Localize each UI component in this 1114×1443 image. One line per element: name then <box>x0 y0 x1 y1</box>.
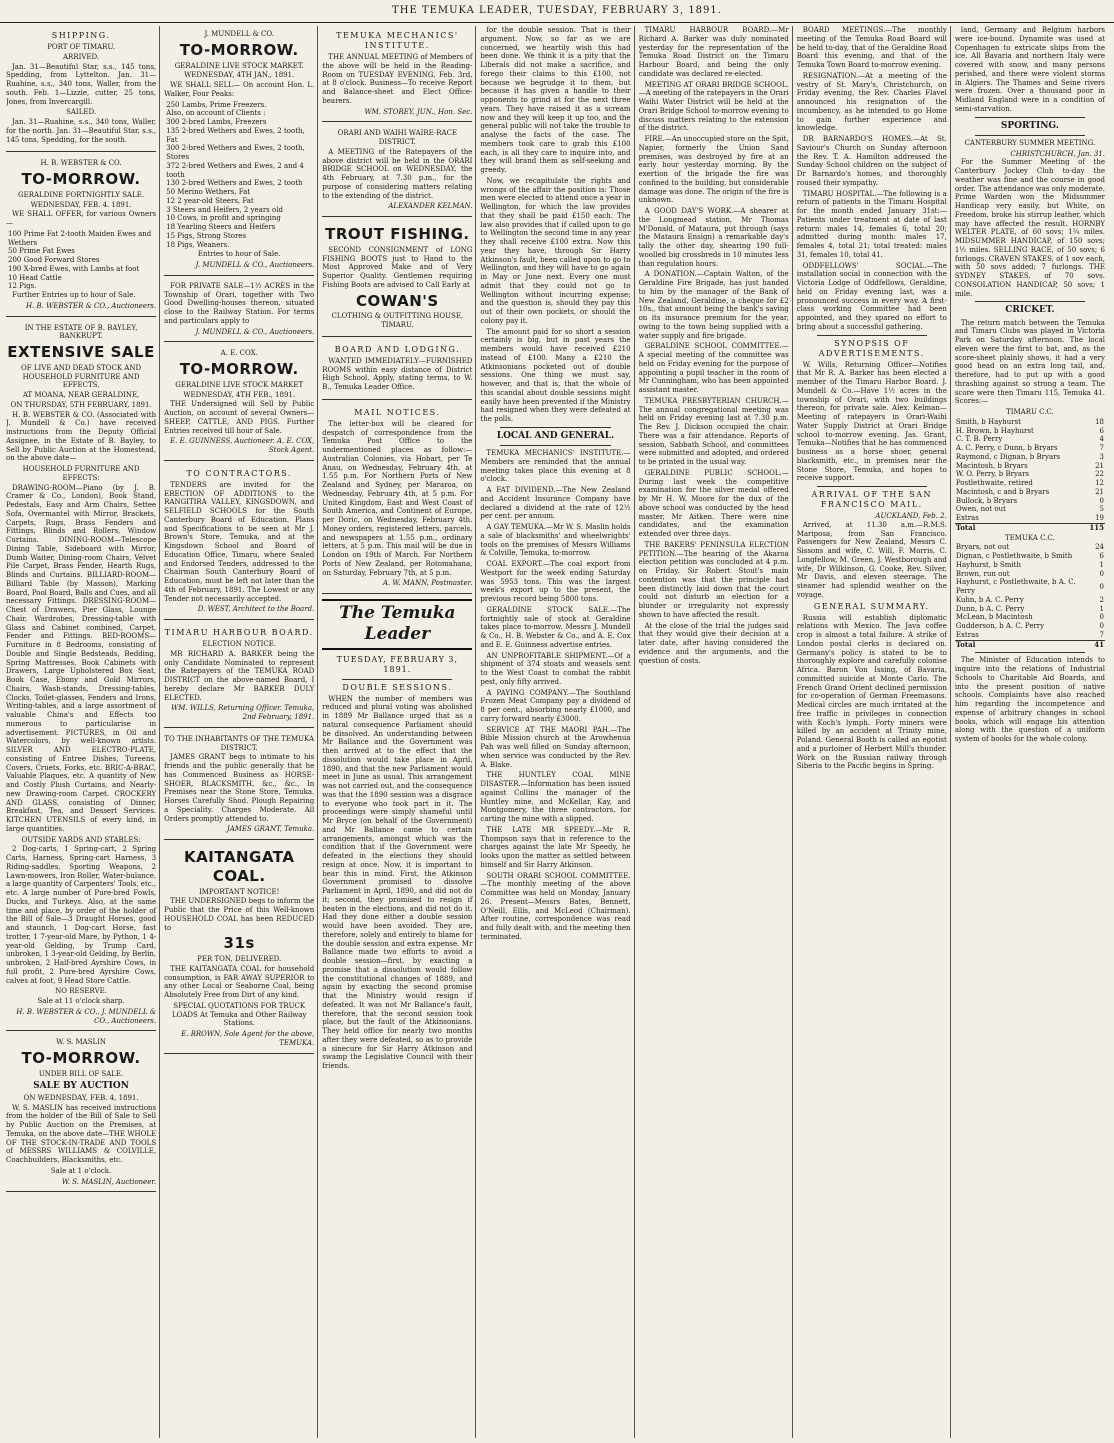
maslin-date: ON WEDNESDAY, FEB. 4, 1891. <box>23 1093 139 1102</box>
coal-price: 31s <box>223 934 255 953</box>
column-7 <box>955 26 1108 1438</box>
contractors-title: TO CONTRACTORS. <box>186 468 292 478</box>
synopsis-body: W. Wills, Returning Officer—Notifies that Mr R. A. Barker has been elected a member of the Timaru Harbor Board. J. Mundell & Co.—Have 1½ acres in the township of Orari, with two buildings thereon, for private sale. Alex. Kelman—Meeting of ratepayers in Orari-Waihi Water Supply District at Orari Bridge school to-morrow evening. Jas. Grant, Temuka—Notifies that he has commenced business as a horse shoer, general blacksmith, etc., in premises near the Stone Store, Temuka, and hopes to receive support. <box>796 360 947 483</box>
ad-date: WEDNESDAY, FEB. 4. 1891. <box>30 200 132 209</box>
batsman: Raymond, c Dignan, b Bryars <box>955 452 1061 461</box>
list-item: 130 2-bred Wethers and Ewes, 2 tooth <box>166 179 303 188</box>
batsman: Bullock, b Bryars <box>955 496 1018 505</box>
divider <box>817 335 927 336</box>
column-4 <box>480 26 634 1438</box>
list-item: 18 Yearling Steers and Heifers <box>166 223 276 231</box>
list-item: 15 Pigs, Strong Stores <box>166 231 247 240</box>
estate-title: IN THE ESTATE OF B. BAYLEY, BANKRUPT. <box>24 323 138 341</box>
household-body: DRAWING-ROOM—Piano (by J. B. Cramer & Co., London), Book Stand, Pedestals, Easy and Arm Chairs, Settee Sofa, Overmantel with Mirror, Brackets, Carpets, Rugs, Brass Fenders and Fittings, Blinds and Rollers, Window Curtains. DINING-ROOM—Telescope Dining Table, Sideboard with Mirror, Dumb Waiter, Dining-room Chairs, Velvet Pile Carpet, Brass Fender, Hearth Rugs, Blinds and Curtains. BILLIARD-ROOM—Billiard Table (by Masson), Marking Board, Pool Board, Balls and Cues, and all necessary Fittings. DRESSING-ROOM—Chest of Drawers, Pier Glass, Lounge Chair, Wardrobes, Dressing-table with Glass and Cabinet combined, Carpet, Fender and Fittings. BED-ROOMS—Furniture in 8 Bedrooms, consisting of Double and Single Bedsteads, Bedding, Spring Mattresses, Book Cabinets with Drawers, Large Upholstered Box Seat, Book Case, Ebony and Gold Mirrors, Chairs, Wash-stands, Dressing-tables, Clocks, Toilet-glasses, Fenders and Irons, Writing-tables, and a large assortment of valuable China's and Effects too numerous to particularise in advertisement. PICTURES, in Oil and Watercolors, by well-known artists. SILVER AND ELECTRO-PLATE, consisting of Entree Dishes, Tureens, Covers, Cruets, Forks, etc. BRIC-A-BRAC, Valuable Plaques, etc. A quantity of New and Costly Plush Curtains, and Nearly-new Drawing-room Carpet. CROCKERY AND GLASS, consisting of Dinner, Breakfast, Tea, and Dessert Services. KITCHEN UTENSILS of every kind, in large quantities. <box>6 483 157 833</box>
batsman: Bryars, not out <box>955 543 1010 552</box>
mail-notices <box>322 403 472 594</box>
trout-title: TROUT FISHING. <box>325 225 470 243</box>
grant-signature: JAMES GRANT, Temuka. <box>226 825 315 834</box>
local-item: THE BAKERS' PENINSULA ELECTION PETITION.—The hearing of the Akaroa election petition was concluded at 4 p.m. on Friday. Sir Robert Stout's main contention was that the principle had been distinctly laid down that the court could not disturb an election for a blunder or irregularity not expressly shown to have affected the result. <box>638 540 789 619</box>
local-item: BOARD MEETINGS.—The monthly meeting of the Temuka Road Board will be held to-day, that of the Geraldine Road Board this evening, and that of the Temuka Town Board to-morrow evening. <box>796 26 947 69</box>
meeting-title: CANTERBURY SUMMER MEETING. <box>964 138 1096 147</box>
cowan-sub: CLOTHING & OUTFITTING HOUSE, TIMARU. <box>331 312 464 329</box>
total-runs: 115 <box>1089 522 1104 532</box>
local-item: TEMUKA PRESBYTERIAN CHURCH.—The annual congregational meeting was held on Friday evening last at 7.30 p.m. The Rev. J. Dickson occupied the chair. There was a fair attendance. Reports of session, Sabbath School, and committees were submitted and adopted, and ordered to be printed in the usual way. <box>638 396 789 466</box>
cricket-body: The return match between the Temuka and Timaru Clubs was played in Victoria Park on Saturday afternoon. The local eleven were the first to bat, and, as the score-sheet plainly shows, it had a very good head on an extra long tail, and, therefore, had to put up with a good thrashing against so strong a team. The score were then Timaru 115, Temuka 41. Scores:— <box>954 318 1105 406</box>
runs: 4 <box>1099 435 1104 444</box>
coal-signature: E. BROWN, Sole Agent for the above, TEMUKA. <box>181 1030 315 1047</box>
runs: 0 <box>1099 496 1104 505</box>
local-item: A GAY TEMUKA.—Mr W. S. Maslin holds a sale of blacksmiths' and wheelwrights' tools on the premises of Messrs Williams & Colville, Temuka, to-morrow. <box>480 523 631 558</box>
cox-signature: E. E. GUINNESS, Auctioneer. A. E. COX, Stock Agent. <box>170 437 315 454</box>
outside-heading: OUTSIDE YARDS AND STABLES: <box>21 835 141 844</box>
batsman: Brown, run out <box>955 569 1010 578</box>
coal-ad <box>164 843 314 1054</box>
coal-special: SPECIAL QUOTATIONS FOR TRUCK LOADS At Temuka and Other Railway Stations. <box>171 1001 307 1028</box>
batsman: Dignan, c Postlethwaite, b Smith <box>955 552 1073 560</box>
election-body: MR RICHARD A. BARKER being the only Candidate Nominated to represent the Ratepayers of the TEMUKA ROAD DISTRICT on the above-named Board, I hereby declare Mr BARKER DULY ELECTED. <box>164 649 315 702</box>
runs: 21 <box>1095 461 1104 470</box>
election-signature: WM. WILLS, Returning Officer. Temuka, 2nd February, 1891. <box>171 704 315 721</box>
household-heading: HOUSEHOLD FURNITURE AND EFFECTS: <box>22 465 140 482</box>
batsman: W. O. Perry, b Bryars <box>955 470 1030 479</box>
private-body: FOR PRIVATE SALE—1½ ACRES in the Township of Orari, together with Two Good Dwelling-houses thereon, situated close to the Railway Station. For terms and particulars apply to <box>164 281 315 325</box>
runs: 0 <box>1099 622 1104 630</box>
column-3 <box>322 26 476 1438</box>
maslin-tomorrow: TO-MORROW. <box>21 1049 141 1067</box>
local-item: RESIGNATION.—At a meeting of the vestry of St. Mary's, Christchurch, on Friday evening, the Rev. Charles Flavel announced his resignation of the incumbency, as he intended to go Home to gain further experience and knowledge. <box>796 71 947 133</box>
local-item: THE HUNTLEY COAL MINE DISASTER.—Information has been issued against Collins the manager of the Huntley mine, and McKellar, Kay, and Montgomery, the three contractors, for carting the mine with a slipped. <box>480 771 631 823</box>
mechanics-body: THE ANNUAL MEETING of Members of the above will be held in the Reading-Room on TUESDAY EVENING, Feb. 3rd, at 8 o'clock. Business—To receive Report and Balance-sheet and Elect Office-bearers. <box>322 53 473 105</box>
table-row <box>955 596 1105 605</box>
list-item: 100 Prime Fat 2-tooth Maiden Ewes and Wethers <box>8 229 152 247</box>
table-row <box>955 561 1105 570</box>
mail-signature: A. W. MANN, Postmaster. <box>382 579 473 588</box>
maslin-sale: SALE BY AUCTION <box>33 1080 129 1091</box>
maslin-firm: W. S. MASLIN <box>56 1038 107 1047</box>
runs: 0 <box>1099 613 1104 622</box>
list-item: Also, on account of Clients : <box>166 109 266 118</box>
runs: 3 <box>1099 452 1104 461</box>
temuka-scorecard <box>955 543 1105 649</box>
list-item: 190 X-bred Ewes, with Lambs at foot <box>8 264 140 273</box>
newspaper-logo: The Temuka Leader <box>322 599 472 650</box>
total-runs: 41 <box>1094 639 1104 649</box>
total-label: Total <box>955 639 976 649</box>
table-row <box>955 613 1105 622</box>
runs: 2 <box>1099 595 1104 604</box>
mundell-tomorrow: TO-MORROW. <box>179 40 299 59</box>
contractors-ad <box>164 464 314 620</box>
cox-firm: A. E. COX. <box>220 349 258 358</box>
general-continued: land, Germany and Belgium harbors were ice-bound. Dynamite was used at Copenhagen to extricate ships from the ice. All Bavaria and northern Italy were covered with snow, and many persons perished, and there were violent storms in Algiers. The Thames and Seine rivers were frozen. Over a thousand poor in Midland England were in a condition of semi-starvation. <box>954 26 1105 113</box>
coal-body-2: THE KAITANGATA COAL for household consumption, is FAR AWAY SUPERIOR to any other Local or Seaborne Coal, being Absolutely Free from Dirt of any kind. <box>164 964 315 999</box>
sporting-title: SPORTING. <box>1000 120 1059 131</box>
batsman: Gudderson, b A. C. Perry <box>955 622 1045 630</box>
local-item: A PAYING COMPANY.—The Southland Frozen Meat Company pay a dividend of 8 per cent., absorbing nearly £1000, and carry forward nearly £3000. <box>480 688 631 723</box>
list-item: 300 2-bred Lambs, Freezers <box>166 118 267 126</box>
harbour-title: TIMARU HARBOUR BOARD. <box>164 628 314 637</box>
ad-signature: H. B. WEBSTER & CO., Auctioneers. <box>25 301 157 310</box>
cricket-title: CRICKET. <box>1005 305 1055 316</box>
list-item: 372 2-bred Wethers and Ewes, 2 and 4 tooth <box>166 161 304 179</box>
meeting-body: For the Summer Meeting of the Canterbury Jockey Club to-day the weather was fine and the course in good order. The attendance was only moderate. Prime Warden won the Midsummer Handicap very easily, but White, on Freedom, broke his stirrup leather, which may have affected the result. HORNBY WELTER PLATE, of 60 sovs; 1¼ miles. MIDSUMMER HANDICAP, of 150 sovs; 1½ miles. SELLING RACE, of 50 sovs; 6 furlongs. CRAVEN STAKES, of 1 sov each, with 50 sovs added; 7 furlongs. THE SYDNEY STAKES, of 70 sovs. CONSOLATION HANDICAP, 50 sovs; 1 mile. <box>954 158 1105 298</box>
local-item: TIMARU HARBOUR BOARD.—Mr Richard A. Barker was duly nominated yesterday for the representation of the Temuka Road District on the Timaru Harbour Board, and being the only candidate was declared re-elected. <box>638 26 789 78</box>
ad-footer: Further Entries up to hour of Sale. <box>12 291 136 299</box>
batsman: Postlethwaite, retired <box>955 479 1033 487</box>
local-item: MEETING AT ORARI BRIDGE SCHOOL.—A meeting of the ratepayers in the Orari Waihi Water District will be held at the Orari Bridge School to-morrow evening to discuss matters relating to the extension of the district. <box>638 80 789 133</box>
sale-time: Sale at 11 o'clock sharp. <box>37 997 125 1005</box>
grant-title: TO THE INHABITANTS OF THE TEMUKA DISTRICT. <box>164 734 315 752</box>
maslin-body: W. S. MASLIN has received instructions from the holder of the Bill of Sale to Sell by Public Auction on the Premises, at Temuka, on the above date—THE WHOLE OF THE STOCK-IN-TRADE AND TOOLS of MESSRS WILLIAMS & COLVILLE, Coachbuilders, Blacksmiths, etc. <box>6 1103 157 1164</box>
trout-body: SECOND CONSIGNMENT of LONG FISHING BOOTS just to Hand to the Most Approved Make and of Very Superior Quality. Gentlemen requiring Fishing Boots are advised to Call Early at <box>322 245 473 289</box>
outside-body: 2 Dog-carts, 1 Spring-cart, 2 Spring Carts, Harness, Spring-cart Harness, 3 Riding-saddles, Sporting Weapons, 2 Lawn-mowers, Iron Roller, Water-bulance, a large quantity of Carpenters' Tools, etc., etc. A large number of Pure-bred Fowls, Ducks, and Turkeys. Also, at the same time and place, by order of the holder of the Bill of Sale—3 Draught Horses, good and staunch, 1 Dog-cart Horse, fast trotter, 1 7-year-old Mare, by Python, 1 4-year-old Gelding, by Trump Card, unbroken, 1 3-year-old Gelding, by Berlin, unbroken, 2 Half-bred Ayrshire Cows, in full profit, 2 Pure-bred Ayrshire Cows, calves at foot, 9 Head Store Cattle. <box>6 845 157 985</box>
table-row <box>955 444 1105 453</box>
runs: 6 <box>1099 552 1104 560</box>
election-title: ELECTION NOTICE. <box>202 640 277 648</box>
runs: 12 <box>1095 479 1104 487</box>
divider <box>500 427 610 428</box>
mail-body: The letter-box will be cleared for despatch of correspondence from the Temuka Post Office to the undermentioned places as follow:— Australian Colonies, via Hobart, per Te Anau, on Wednesday, February 4th, at 1.55 p.m. For Northern Ports of New Zealand and Sydney, per Mararoa, on Wednesday, February 4th, at 5 p.m. For United Kingdom, East and West Coast of South America, and Continent of Europe, per Doric, on Wednesday, February 4th. Money orders, registered letters, parcels, and newspapers at 1.55 p.m., ordinary letters, at 5 p.m. This mail will be due in London on 19th of March. For Northern Ports of New Zealand, per Rotomahana, on Saturday, February 7th, at 5 p.m. <box>322 419 473 577</box>
table-row <box>955 631 1105 640</box>
runs: 1 <box>1099 560 1104 569</box>
column-1 <box>6 26 160 1438</box>
cowan-name: COWAN'S <box>356 291 439 310</box>
divider <box>975 652 1085 653</box>
runs: 7 <box>1099 444 1104 452</box>
local-item: At the close of the trial the judges said that they would give their decision at a later date, after having considered the evidence and the arguments, and the question of costs. <box>638 621 789 665</box>
total-row <box>955 640 1105 649</box>
list-item: 12 2 year-old Steers, Fat <box>166 196 254 205</box>
runs: 6 <box>1099 426 1104 435</box>
ad-tomorrow: TO-MORROW. <box>21 170 141 188</box>
arrived-text: Jan. 31—Beautiful Star, s.s., 145 tons, Spedding, from Lyttelton. Jan. 31—Ruahine, s.s., 340 tons, Waller, from the south. Feb. 1—Lizzie, cutter, 25 tons, Jones, from Invercargill. <box>6 62 157 106</box>
private-sale-ad <box>164 279 314 343</box>
sailed-label: SAILED. <box>66 108 97 117</box>
cox-market-ad <box>164 345 314 461</box>
maslin-sub: UNDER BILL OF SALE. <box>38 1069 124 1078</box>
local-item: SERVICE AT THE MAORI PAH.—The Bible Mission church at the Arowhenua Pah was well filled on Sunday afternoon, when service was conducted by the Rev. A. Blake. <box>480 725 631 769</box>
issue-date: TUESDAY, FEBRUARY 3, 1891. <box>336 654 459 674</box>
mundell-intro: WE SHALL SELL— On account Hon. L. Walker, Four Peaks: <box>164 81 315 98</box>
shipping-title: SHIPPING. <box>51 31 111 40</box>
port-title: PORT OF TIMARU. <box>47 43 115 51</box>
coal-per: PER TON, DELIVERED. <box>197 955 282 963</box>
timaru-scorecard <box>955 418 1105 533</box>
column-5 <box>639 26 793 1438</box>
batsman: Macintosh, c and b Bryars <box>955 487 1050 496</box>
batsman: Hayhurst, b Smith <box>955 560 1021 569</box>
batsman: Macintosh, b Bryars <box>955 461 1028 470</box>
coal-body: THE UNDERSIGNED begs to inform the Public that the Price of this Well-known HOUSEHOLD COAL has been REDUCED to <box>164 897 315 932</box>
orari-title: ORARI AND WAIHI WAIRE-RACE DISTRICT. <box>337 129 458 146</box>
local-item: GERALDINE SCHOOL COMMITTEE.—A special meeting of the committee was held on Friday evening for the purpose of appointing a pupil teacher in the room of Mr Cunningham, who has been appointed assistant master. <box>638 342 789 394</box>
table-row <box>955 479 1105 488</box>
mechanics-title: TEMUKA MECHANICS' INSTITUTE. <box>336 31 459 50</box>
local-item: GERALDINE STOCK SALE.—The fortnightly sale of stock at Geraldine takes place to-morrow. Messrs J. Mundell & Co., H. B. Webster & Co., and A. E. Cox and E. E. Guinness advertise entries. <box>480 605 631 649</box>
table-row <box>955 418 1105 427</box>
maslin-signature: W. S. MASLIN, Auctioneer. <box>61 1177 157 1186</box>
mechanics-signature: WM. STOREY, JUN., Hon. Sec. <box>364 107 473 116</box>
general-body: Russia will establish diplomatic relations with Mexico. The Java coffee crop is almost a total failure. A strike of London postal clerks is declared on. Germany's policy is stated to be to thoroughly explore and carefully colonise Africa. Baron Von Issing, of Bavaria, committed suicide at Monte Carlo. The French Grand Orient declined permission for co-operation of German Freemasons. Medical circles are much irritated at the free traffic in privileges in connection with Koch's lymph. Forty miners were killed by an accident at Trinity mine, Poland. General Booth is called an egotist and a purloiner of Herbert Mill's thunder. Work on the Russian railway through Siberia to the Pacific begins in Spring. <box>796 613 947 771</box>
grant-body: JAMES GRANT begs to intimate to his friends and the public generally that he has Commenced Business as HORSE-SHOER, BLACKSMITH, &c., &c., In Premises near the Stone Store, Temuka. Horses Carefully Shod. Plough Repairing a Speciality. Charges Moderate. All Orders promptly attended to. <box>164 753 315 823</box>
cox-body: THE Undersigned will Sell by Public Auction, on account of several Owners—SHEEP, CATTLE, AND PIGS. Further Entries received till hour of Sale. <box>164 400 315 435</box>
batsman: Hayhurst, c Postlethwaite, b A. C. Perry <box>955 578 1076 595</box>
editorial-continued-2: Now, we recapitulate the rights and wrongs of the affair the position is: Those men were elected to attend once a year in Wellington, for which the law provides that they shall be paid £150 each. The law also provides that if called upon to go to Wellington the second time in any year they shall receive £100 extra. Now this year they have, through Sir Harry Atkinson's fault, been called upon to go to Wellington, and they will have to go again in May or June next. Every one must admit that they could not go to Wellington without incurring expense; and the question is, should they pay this out of their own pockets, or should the colony pay it. <box>480 176 631 325</box>
board-title: BOARD AND LODGING. <box>334 344 461 354</box>
local-item: A FAT DIVIDEND.—The New Zealand and Accident Insurance Company have declared a dividend at the rate of 12½ per cent. per annum. <box>480 486 631 521</box>
meeting-place: CHRISTCHURCH, Jan. 31. <box>1010 149 1105 158</box>
no-reserve: NO RESERVE. <box>55 987 107 996</box>
maslin-time: Sale at 1 o'clock. <box>50 1166 112 1175</box>
list-item: 10 Head Cattle <box>8 273 62 282</box>
minister-item: The Minister of Education intends to inquire into the relations of Industrial Schools to Charitable Aid Boards, and into the present position of native schools. Complaints have also reached him regarding the incompetence and expense of arbitrary changes in school books, which will engage his attention along with the question of a uniform system of books for the whole colony. <box>954 656 1105 743</box>
editorial-body: WHEN the number of members was reduced and plural voting was abolished in 1889 Mr Ballance urged that as a natural consequence Parliament should be dissolved. An understanding between Mr Ballance and the Government was then arrived at to the effect that the dissolution would take place in April, 1890, and that the new Parliament would meet in June as usual. This arrangement was not carried out, and the consequence was that the 1890 session was a disgrace to everyone who took part in it. The proceedings were simply shameful until Mr Bryce (on behalf of the Government) and Mr Ballance came to certain arrangements, amongst which was the condition that if the Government were defeated in the elections they should resign at once. Now, it is important to bear this in mind. First, the Atkinson Government promised to dissolve Parliament in April, 1890, and did not do it; second, they promised to resign if beaten in the elections, and did not do it. Had they done either a double session would have been avoided. They are, therefore, solely and entirely to blame for the double session and extra expense. Mr Ballance made two efforts to avoid a double session—first, by exacting a promise that a dissolution would follow the constitutional changes of 1889, and again by exacting the second promise that the Ministry would resign if defeated. It was not Mr Ballance's fault, therefore, that the second session took place, but the fault of the Atkinsonians. They held office for nearly two months after they were defeated, so as to provide a sinecure for Sir Harry Atkinson and swamp the Legislative Council with their friends. <box>322 694 473 1070</box>
arrived-label: ARRIVED. <box>63 52 100 61</box>
mundell-date: WEDNESDAY, 4TH JAN., 1891. <box>184 71 295 80</box>
table-row <box>955 514 1105 523</box>
list-item: 50 Prime Fat Ewes <box>8 247 75 256</box>
divider <box>975 117 1085 118</box>
coal-notice: IMPORTANT NOTICE! <box>198 887 280 896</box>
local-item: TEMUKA MECHANICS' INSTITUTE.—Members are reminded that the annual meeting takes place this evening at 8 o'clock. <box>480 449 631 484</box>
runs: 24 <box>1095 543 1104 552</box>
list-item: 3 Steers and Heifers, 2 years old <box>166 205 283 214</box>
runs: 21 <box>1095 487 1104 496</box>
table-row <box>955 462 1105 471</box>
table-row <box>955 543 1105 552</box>
mundell-signature: J. MUNDELL & CO., Auctioneers. <box>195 261 315 269</box>
table-row <box>955 552 1105 561</box>
runs: 22 <box>1095 470 1104 479</box>
batsman: Owen, not out <box>955 505 1006 514</box>
private-signature: J. MUNDELL & CO., Auctioneers. <box>195 327 315 336</box>
contractors-signature: D. WEST, Architect to the Board. <box>197 605 315 614</box>
temuka-label: TEMUKA C.C. <box>1005 533 1055 542</box>
list-item: 50 Merino Wethers, Fat <box>166 188 251 196</box>
divider <box>500 445 610 446</box>
total-row <box>955 523 1105 532</box>
board-body: WANTED IMMEDIATELY—FURNISHED ROOMS within easy distance of District High School. Apply, stating terms, to W. B., Temuka Leader Office. <box>322 356 473 391</box>
batsman: Extras <box>955 630 979 639</box>
local-item: A GOOD DAY'S WORK.—A shearer at the Longmead station, Mr Thomas M'Donald, of Mataura, put through (says the Mataura Ensign) a remarkable day's tally the other day, shearing 190 full-woolled big crossbreds in 10 minutes less than regulation hours. <box>638 207 789 268</box>
batsman: Smith, b Hayhurst <box>955 417 1021 426</box>
orari-ad <box>322 125 472 217</box>
table-row <box>955 470 1105 479</box>
divider <box>975 301 1085 302</box>
sf-mail-body: Arrived, at 11.30 a.m.—R.M.S. Mariposa, from San Francisco. Passengers for New Zealand, Messrs C. Sissons and wife, C. Will, F. Morris, C. Longfellow, M. Green, J. Westborough and wife, Dr Wilkinson, G. Cooke, Rev. Silver, Mr Davis, and eleven steerage. The steamer had splendid weather on the voyage. <box>796 520 947 599</box>
mechanics-ad <box>322 26 472 122</box>
table-row <box>955 497 1105 506</box>
list-item: 200 Good Forward Stores <box>8 256 100 264</box>
divider <box>975 135 1085 136</box>
table-row <box>955 505 1105 514</box>
editorial-continued-3: The amount paid for so short a session certainly is big, but in past years the members would have received £210 instead of £100. Many a £210 the Atkinsonians pocketed out of double sessions. One thing we must say, however, and that is, that the whole of this scandal about double sessions might easily have been prevented if the Ministry had resigned when they were defeated at the polls. <box>480 327 631 423</box>
cox-title: GERALDINE LIVE STOCK MARKET <box>175 380 304 389</box>
editorial-continued-1: for the double session. That is their argument. Now, so far as we are concerned, we heartily wish this had been done. We think it is a pity that the Liberals did not make a sacrifice, and forego their claims to this £100, not because we begrudge it to them, but because it has given a handle to their opponents to grind at for the next three years. They have raised it as a scream now and they will keep it up too, and the general public will not take the trouble to analyse the facts of the case. The members took care to grab this £100 each, is all they care to inquire into, and they will brand them as self-seeking and greedy. <box>480 26 631 174</box>
coal-title: KAITANGATA COAL. <box>183 848 295 885</box>
ad-firm: H. B. WEBSTER & CO. <box>40 159 122 168</box>
list-item: 135 2-bred Wethers and Ewes, 2 tooth, Fat <box>166 126 305 144</box>
trout-ad <box>322 220 472 337</box>
list-item: 10 Cows, in profit and springing <box>166 214 281 223</box>
runs: 0 <box>1099 582 1104 591</box>
local-item: TIMARU HOSPITAL.—The following is a return of patients in the Timaru Hospital for the month ended January 31st:—Patients under treatment at date of last return: males 14, females 6, total 20; admitted during month: males 17, females 4, total 21; total treated: males 31, females 10, total 41. <box>796 189 947 259</box>
local-item: THE LATE MR SPEEDY.—Mr R. Thompson says that in reference to the charges against the late Mr Speedy, he looks upon the matter as settled between himself and Sir Harry Atkinson. <box>480 825 631 869</box>
mundell-firm: J. MUNDELL & CO. <box>204 30 274 38</box>
runs: 7 <box>1099 630 1104 639</box>
grant-ad <box>164 731 314 840</box>
batsman: Dunn, b A. C. Perry <box>955 604 1025 613</box>
mail-title: MAIL NOTICES. <box>354 407 441 417</box>
newspaper-columns <box>6 26 1108 1438</box>
bayley-estate-ad <box>6 320 156 1032</box>
table-row <box>955 488 1105 497</box>
cox-tomorrow: TO-MORROW. <box>179 360 299 378</box>
table-row <box>955 605 1105 614</box>
webster-fortnightly-ad <box>6 155 156 316</box>
list-item: 300 2-bred Wethers and Ewes, 2 tooth, Stores <box>166 144 305 161</box>
mundell-items <box>164 101 314 250</box>
mundell-title: GERALDINE LIVE STOCK MARKET. <box>174 61 304 70</box>
local-item: DR BARNARDO'S HOMES.—At St. Saviour's Church on Sunday afternoon the Rev. T. A. Hamilton addressed the Sunday School children on the subject of Dr Barnardo's homes, and thoroughly roused their sympathy. <box>796 135 947 187</box>
local-item: A DONATION.—Captain Walton, of the Geraldine Fire Brigade, has just handed to him by the manager of the Bank of New Zealand, Geraldine, a cheque for £2 10s., that amount being the bank's saving on its insurance premium for the year, owing to the town being supplied with a water supply and fire brigade. <box>638 270 789 340</box>
sailed-text: Jan. 31—Ruahine, s.s., 340 tons, Waller, for the north. Jan. 31—Beautiful Star, s.s., 145 tons, Spedding, for the south. <box>6 118 157 144</box>
sf-mail-place: AUCKLAND, Feb. 2. <box>875 512 947 520</box>
general-title: GENERAL SUMMARY. <box>813 601 930 611</box>
table-row <box>955 570 1105 579</box>
mundell-entries: Entries to hour of Sale. <box>197 250 281 259</box>
batsman: H. Brown, b Hayhurst <box>955 426 1034 435</box>
ad-items <box>6 230 156 291</box>
extensive-signature: H. B. WEBSTER & CO., J. MUNDELL & CO., Auctioneers. <box>16 1007 157 1025</box>
runs: 0 <box>1099 569 1104 578</box>
cox-date: WEDNESDAY, 4TH FEB., 1891. <box>183 390 296 399</box>
batsman: C. T. B. Perry <box>955 435 1003 444</box>
batsman: Extras <box>955 514 979 522</box>
harbour-election-ad <box>164 623 314 728</box>
batsman: A. C. Perry, c Dunn, b Bryars <box>955 444 1058 452</box>
local-item: GERALDINE PUBLIC SCHOOL.—During last week the competitive examination for the silver medal offered by Mr H. W. Moore for the dux of the above school was conducted by the head master, Mr Aitken. There were nine candidates, and the examination extended over three days. <box>638 468 789 538</box>
table-row <box>955 435 1105 444</box>
extensive-date: ON THURSDAY, 5TH FEBRUARY, 1891. <box>10 400 152 409</box>
list-item: 12 Pigs. <box>8 282 37 291</box>
total-label: Total <box>955 522 976 532</box>
mundell-market-ad <box>164 26 314 276</box>
extensive-sub: OF LIVE AND DEAD STOCK AND HOUSEHOLD FURNITURE AND EFFECTS, <box>21 363 142 390</box>
divider <box>342 679 452 680</box>
list-item: 18 Pigs, Weaners. <box>166 240 230 249</box>
column-2 <box>164 26 318 1438</box>
maslin-ad <box>6 1034 156 1192</box>
orari-signature: ALEXANDER KELMAN. <box>388 202 473 211</box>
list-item: 250 Lambs, Prime Freezers. <box>166 100 267 109</box>
local-item: ODDFELLOWS' SOCIAL.—The installation social in connection with the Victoria Lodge of Oddfellows, Geraldine, held on Friday evening last, was a pronounced success in every way. A first-class working Committee had been appointed, and they spared no effort to bring about a successful gathering. <box>796 261 947 331</box>
timaru-label: TIMARU C.C. <box>1006 408 1054 416</box>
table-row <box>955 578 1105 596</box>
board-ad <box>322 340 472 400</box>
runs: 18 <box>1095 417 1104 426</box>
local-item: COAL EXPORT.—The coal export from Westport for the week ending Saturday was 5953 tons. This was the largest week's export up to the present, the previous record being 5800 tons. <box>480 560 631 603</box>
synopsis-title: SYNOPSIS OF ADVERTISEMENTS. <box>818 338 925 358</box>
table-row <box>955 453 1105 462</box>
shipping-section <box>6 26 156 152</box>
sf-mail-title: ARRIVAL OF THE SAN FRANCISCO MAIL. <box>811 490 932 509</box>
table-row <box>955 622 1105 631</box>
extensive-body: H. B. WEBSTER & CO. (Associated with J. Mundell & Co.) have received instructions from the Deputy Official Assignee, in the Estate of B. Bayley, to Sell by Public Auction at the Homestead, on the above date— <box>6 410 157 463</box>
extensive-sale-title: EXTENSIVE SALE <box>7 343 155 361</box>
divider <box>817 486 927 487</box>
editorial-title: DOUBLE SESSIONS. <box>342 682 453 692</box>
orari-body: A MEETING of the Ratepayers of the above district will be held in the ORARI BRIDGE SCHOOL on WEDNESDAY, the 4th February, at 7.30 p.m., for the purpose of considering matters relating to the extending of the district. <box>322 147 473 200</box>
column-6 <box>797 26 951 1438</box>
extensive-place: AT MOANA, NEAR GERALDINE, <box>22 391 140 399</box>
runs: 5 <box>1099 505 1104 514</box>
local-item: AN UNPROFITABLE SHIPMENT.—Of a shipment of 374 stoats and weasels sent to the West Coast to combat the rabbit pest, only fifty arrived. <box>480 651 631 686</box>
ad-title: GERALDINE FORTNIGHTLY SALE. <box>18 190 145 199</box>
local-item: FIRE.—An unoccupied store on the Spit, Napier, formerly the Union Sand premises, was destroyed by fire at an early hour yesterday morning. By the exertion of the brigade the fire was confined to the building, but considerable damage was done. The origin of the fire is unknown. <box>638 135 789 205</box>
runs: 1 <box>1099 604 1104 613</box>
batsman: Kuhn, b A. C. Perry <box>955 595 1024 604</box>
ad-intro: WE SHALL OFFER, for various Owners— <box>6 210 157 227</box>
local-item: SOUTH ORARI SCHOOL COMMITTEE.—The monthly meeting of the above Committee was held on Monday, January 26. Present—Messrs Bates, Bennett, O'Neill, Ellis, and McLeod (Chairman). After routine, correspondence was read and fully dealt with, and the meeting then terminated. <box>480 871 631 941</box>
table-row <box>955 427 1105 436</box>
batsman: McLean, b Macintosh <box>955 613 1033 622</box>
contractors-body: TENDERS are invited for the ERECTION OF ADDITIONS to the RANGITIRA VALLEY, KINGSDOWN, and SELFIELD SCHOOLS for the South Canterbury Board of Education. Plans and Specifications to be seen at Mr J. Brown's Store, Temuka, and at the Kingsdown School and Board of Education Office, Timaru, where Sealed and Endorsed Tenders, addressed to the Chairman South Canterbury Board of Education, must be left not later than the 4th of February, 1891. The Lowest or any Tender not necessarily accepted. <box>164 480 315 603</box>
masthead: THE TEMUKA LEADER, TUESDAY, FEBRUARY 3, 1891. <box>0 0 1114 23</box>
local-title: LOCAL AND GENERAL. <box>496 430 615 441</box>
runs: 19 <box>1095 514 1104 522</box>
